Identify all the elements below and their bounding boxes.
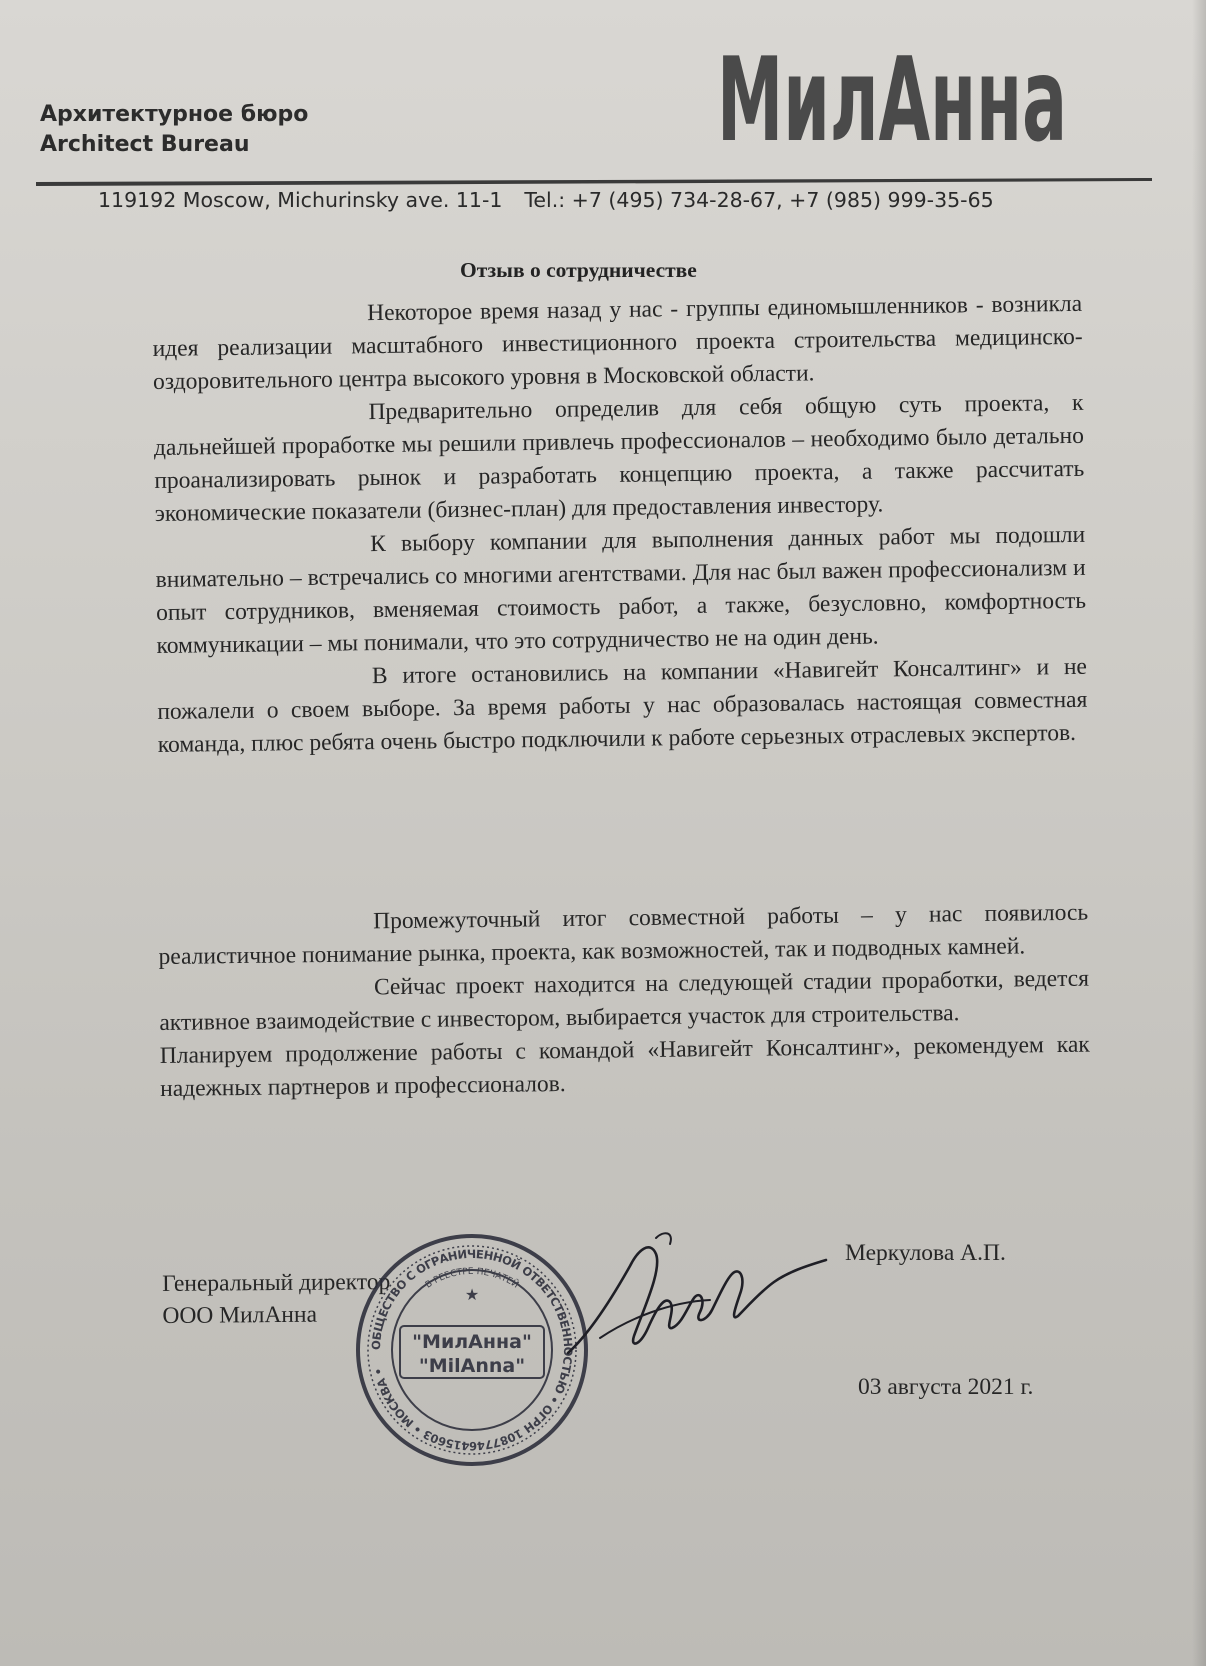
handwritten-signature: [560, 1218, 830, 1378]
address-line: [98, 188, 994, 212]
signature-date: 03 августа 2021 г.: [858, 1374, 1034, 1400]
paragraph: В итоге остановились на компании «Навигейт Консалтинг» и не пожалели о своем выборе. За время работы у нас образовалась настоящая совместная команда, плюс ребята очень быстро подключили к работе серьезных отраслевых экспертов.: [157, 653, 1088, 758]
signatory-position: Генеральный директор: [162, 1269, 391, 1297]
paragraph: К выбору компании для выполнения данных работ мы подошли внимательно – встречались со многими агентствами. Для нас был важен профессионализм и опыт сотрудников, вменяемая стоимость работ, а также, безусловно, комфортность коммуникации – мы понимали, что это сотрудничество не на один день.: [155, 521, 1087, 659]
signatory-company: ООО МилАнна: [162, 1301, 318, 1329]
paragraph: Промежуточный итог совместной работы – у нас появилось реалистичное понимание рынка, проекта, как возможностей, так и подводных камней.: [158, 899, 1089, 970]
paragraph: Некоторое время назад у нас - группы единомышленников - возникла идея реализации масштабного инвестиционного проекта строительства медицинско-оздоровительного центра высокого уровня в Московской области.: [152, 290, 1083, 395]
stamp-star-icon: ★: [464, 1285, 480, 1304]
stamp-top-text: В РЕЕСТРЕ ПЕЧАТЕЙ: [423, 1266, 521, 1291]
bureau-name-ru: Архитектурное бюро: [40, 102, 309, 127]
signatory-name: Меркулова А.П.: [845, 1240, 1006, 1266]
page-edge-shadow: [1192, 0, 1206, 1666]
letterhead-divider: [36, 178, 1152, 187]
stamp-name-ru: "МилАнна": [412, 1331, 532, 1353]
milanna-logo: [712, 48, 1072, 153]
letter-body-part-2: [158, 897, 1090, 1106]
document-title: Отзыв о сотрудничестве: [460, 258, 697, 282]
bureau-name-en: Architect Bureau: [40, 132, 250, 157]
paragraph: Сейчас проект находится на следующей стадии проработки, ведется активное взаимодействие с инвестором, выбирается участок для строительства.: [159, 965, 1090, 1036]
letterhead-bureau: [40, 100, 308, 160]
stamp-name-en: "MilAnna": [418, 1355, 526, 1377]
paragraph: Предварительно определив для себя общую суть проекта, к дальнейшей проработке мы решили привлечь профессионалов – необходимо было детально проанализировать рынок и разработать концепцию проекта, а также рассчитать экономические показатели (бизнес-план) для предоставления инвестору.: [153, 389, 1085, 527]
paragraph: Планируем продолжение работы с командой «Навигейт Консалтинг», рекомендуем как надежных партнеров и профессионалов.: [159, 1031, 1090, 1102]
address: 119192 Moscow, Michurinsky ave. 11-1: [98, 188, 503, 212]
stamp-ring-text: ОБЩЕСТВО С ОГРАНИЧЕННОЙ ОТВЕТСТВЕННОСТЬЮ • ОГРН 1087746415603 • МОСКВА •: [368, 1246, 576, 1454]
logo-wordmark: МилАнна: [717, 48, 1067, 153]
letter-body-part-1: [152, 288, 1088, 762]
company-stamp: [352, 1230, 592, 1470]
phone-numbers: Tel.: +7 (495) 734-28-67, +7 (985) 999-35-65: [524, 188, 994, 212]
